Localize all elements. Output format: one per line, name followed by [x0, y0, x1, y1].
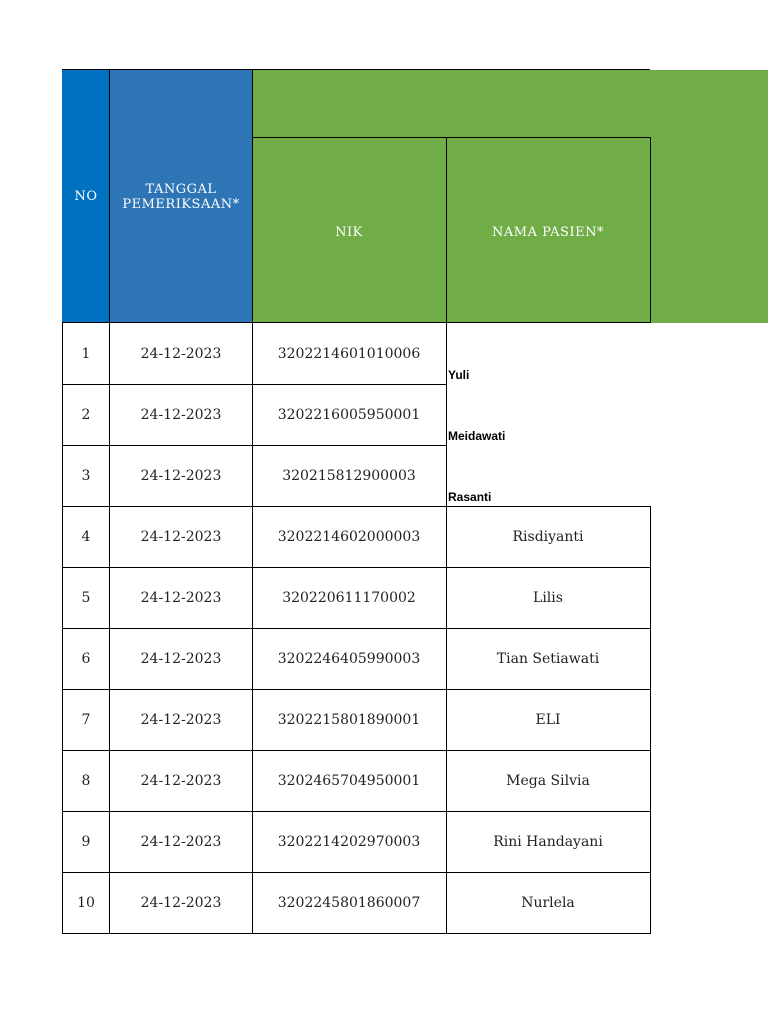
- cell-nik: 3202465704950001: [277, 772, 421, 789]
- cell-no: 8: [81, 772, 91, 789]
- cell-no: 7: [81, 711, 91, 728]
- header-nik: [252, 138, 446, 323]
- cell-nik: 320220611170002: [282, 589, 416, 606]
- cell-nik: 320215812900003: [282, 467, 416, 484]
- cell-no: 2: [81, 406, 91, 423]
- cell-nama: Meidawati: [448, 429, 506, 443]
- cell-tanggal: 24-12-2023: [140, 589, 222, 606]
- grid-line-h: [62, 689, 651, 690]
- header-tanggal-label-2: PEMERIKSAAN*: [122, 196, 240, 212]
- cell-no: 5: [81, 589, 91, 606]
- cell-nik: 3202214202970003: [277, 833, 421, 850]
- cell-tanggal: 24-12-2023: [140, 772, 222, 789]
- grid-line-h: [62, 811, 651, 812]
- grid-line-v: [252, 69, 253, 323]
- grid-line-h: [62, 69, 650, 70]
- grid-line-h: [62, 933, 651, 934]
- header-tanggal-label-1: TANGGAL: [145, 181, 217, 197]
- cell-nik: 3202214602000003: [277, 528, 421, 545]
- cell-no: 1: [81, 345, 91, 362]
- cell-tanggal: 24-12-2023: [140, 711, 222, 728]
- cell-nama: Risdiyanti: [512, 528, 584, 545]
- cell-nama: Mega Silvia: [506, 772, 590, 789]
- cell-tanggal: 24-12-2023: [140, 345, 222, 362]
- cell-tanggal: 24-12-2023: [140, 528, 222, 545]
- cell-tanggal: 24-12-2023: [140, 467, 222, 484]
- grid-line-h: [62, 322, 650, 323]
- grid-line-v: [109, 69, 110, 323]
- grid-line-v: [446, 323, 447, 934]
- cell-nama: ELI: [535, 711, 561, 728]
- cell-tanggal: 24-12-2023: [140, 650, 222, 667]
- cell-nama: Yuli: [448, 368, 470, 382]
- header-no: [62, 70, 110, 323]
- cell-tanggal: 24-12-2023: [140, 833, 222, 850]
- cell-no: 6: [81, 650, 91, 667]
- grid-line-h: [62, 628, 651, 629]
- cell-nik: 3202214601010006: [277, 345, 421, 362]
- grid-line-v: [650, 506, 651, 934]
- grid-line-v: [252, 323, 253, 934]
- grid-line-h: [62, 750, 651, 751]
- grid-line-h: [62, 384, 446, 385]
- grid-line-h: [62, 567, 651, 568]
- grid-line-h: [62, 872, 651, 873]
- cell-no: 10: [77, 894, 95, 911]
- cell-no: 9: [81, 833, 91, 850]
- cell-nama: Lilis: [533, 589, 563, 606]
- cell-tanggal: 24-12-2023: [140, 894, 222, 911]
- grid-line-v: [62, 323, 63, 934]
- cell-nama: Rasanti: [448, 490, 492, 504]
- header-no-label: NO: [74, 189, 98, 204]
- cell-nik: 3202246405990003: [277, 650, 421, 667]
- cell-no: 3: [81, 467, 91, 484]
- grid-line-h: [252, 137, 650, 138]
- header-green-extension: [650, 70, 768, 323]
- grid-line-h: [62, 506, 651, 507]
- cell-nik: 3202245801860007: [277, 894, 421, 911]
- grid-line-v: [109, 323, 110, 934]
- grid-line-h: [62, 445, 446, 446]
- header-nama: [446, 138, 650, 323]
- cell-no: 4: [81, 528, 91, 545]
- cell-nik: 3202215801890001: [277, 711, 421, 728]
- cell-nama: Rini Handayani: [493, 833, 603, 850]
- grid-line-v: [446, 137, 447, 323]
- header-nik-label: NIK: [335, 224, 363, 240]
- cell-nama: Nurlela: [521, 894, 575, 911]
- header-nama-label: NAMA PASIEN*: [492, 224, 604, 240]
- cell-nik: 3202216005950001: [277, 406, 421, 423]
- cell-nama: Tian Setiawati: [496, 650, 600, 667]
- grid-line-v: [650, 137, 651, 323]
- header-tanggal: [110, 70, 252, 323]
- cell-tanggal: 24-12-2023: [140, 406, 222, 423]
